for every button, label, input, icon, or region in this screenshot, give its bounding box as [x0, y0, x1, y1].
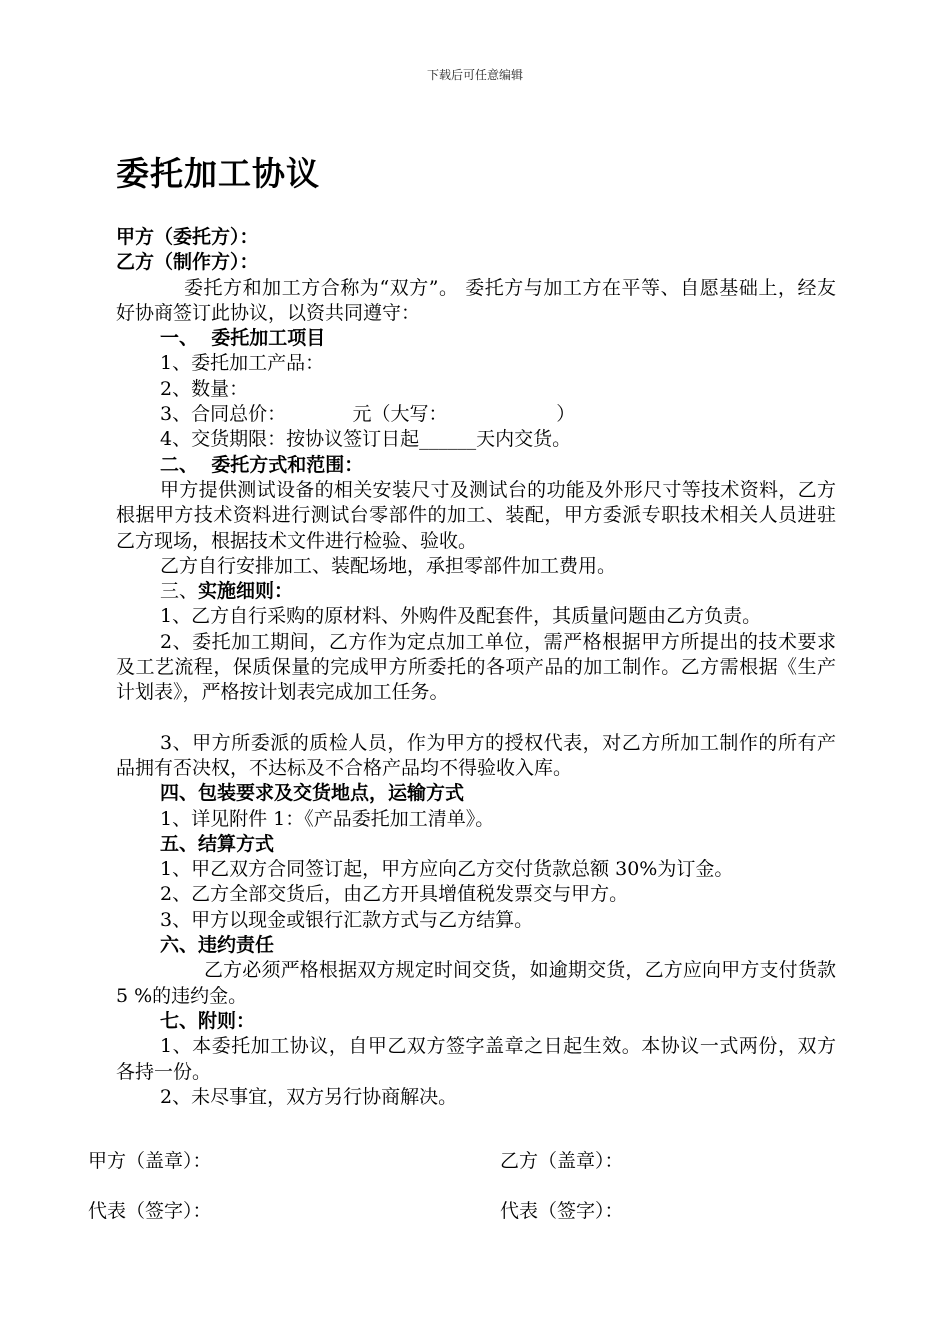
- section-2-paragraph: 乙方自行安排加工、装配场地，承担零部件加工费用。: [160, 554, 617, 577]
- section-5-item: 1、甲乙双方合同签订起，甲方应向乙方交付货款总额 30%为订金。: [160, 858, 734, 881]
- section-3-paragraph: 2、委托加工期间，乙方作为定点加工单位，需严格根据甲方所提出的技术要求及工艺流程，保质保量的完成甲方所委托的各项产品的加工制作。乙方需根据《生产计划表》，严格按计划表完成加工任务。: [116, 630, 836, 704]
- page-title: 委托加工协议: [116, 154, 320, 193]
- party-a-rep-label: 代表（签字）：: [88, 1200, 212, 1222]
- section-5-item: 2、乙方全部交货后，由乙方开具增值税发票交与甲方。: [160, 883, 629, 906]
- intro-paragraph: 委托方和加工方合称为“双方”。 委托方与加工方在平等、自愿基础上，经友好协商签订此协议，以资共同遵守：: [116, 276, 836, 324]
- header-note: 下载后可任意编辑: [426, 68, 523, 82]
- section-6-paragraph: 乙方必须严格根据双方规定时间交货，如逾期交货，乙方应向甲方支付货款 5 %的违约金。: [116, 959, 836, 1007]
- section-4-item: 1、详见附件 1：《产品委托加工清单》。: [160, 807, 495, 830]
- section-4-heading: 四、包装要求及交货地点，运输方式: [160, 782, 465, 805]
- section-2-paragraph: 甲方提供测试设备的相关安装尺寸及测试台的功能及外形尺寸等技术资料，乙方根据甲方技术资料进行测试台零部件的加工、装配，甲方委派专职技术相关人员进驻乙方现场，根据技术文件进行检验、验收。: [116, 478, 836, 552]
- section-5-item: 3、甲方以现金或银行汇款方式与乙方结算。: [160, 908, 534, 931]
- party-b-seal-label: 乙方（盖章）：: [500, 1150, 624, 1172]
- section-1-heading: 一、 委托加工项目: [160, 327, 326, 350]
- section-7-paragraph: 1、本委托加工协议，自甲乙双方签字盖章之日起生效。本协议一式两份，双方各持一份。: [116, 1035, 836, 1083]
- section-7-item: 2、未尽事宜，双方另行协商解决。: [160, 1085, 458, 1108]
- party-a-label: 甲方（委托方）：: [116, 226, 259, 248]
- section-3-title: 实施细则：: [198, 580, 294, 603]
- section-1-item: 3、合同总价： 元（大写： ）: [160, 403, 576, 426]
- agreement-body: [116, 225, 836, 1110]
- section-1-item: 1、委托加工产品：: [160, 352, 325, 375]
- section-2-heading: 二、 委托方式和范围：: [160, 453, 364, 476]
- section-5-heading: 五、结算方式: [160, 832, 275, 855]
- section-3-heading: [116, 579, 836, 604]
- section-6-heading: 六、违约责任: [160, 934, 275, 957]
- blank-line: [116, 706, 836, 731]
- party-b-label: 乙方（制作方）：: [116, 251, 259, 274]
- party-a-seal-label: 甲方（盖章）：: [88, 1150, 212, 1172]
- section-3-number: 三、: [160, 580, 199, 603]
- section-3-paragraph: 3、甲方所委派的质检人员，作为甲方的授权代表，对乙方所加工制作的所有产品拥有否决权，不达标及不合格产品均不得验收入库。: [116, 731, 836, 779]
- section-3-paragraph: 1、乙方自行采购的原材料、外购件及配套件，其质量问题由乙方负责。: [160, 605, 762, 628]
- section-1-item: 4、交货期限：按协议签订日起______天内交货。: [160, 428, 572, 451]
- party-b-rep-label: 代表（签字）：: [500, 1200, 624, 1222]
- section-7-heading: 七、附则：: [160, 1009, 256, 1032]
- section-1-item: 2、数量：: [160, 377, 249, 400]
